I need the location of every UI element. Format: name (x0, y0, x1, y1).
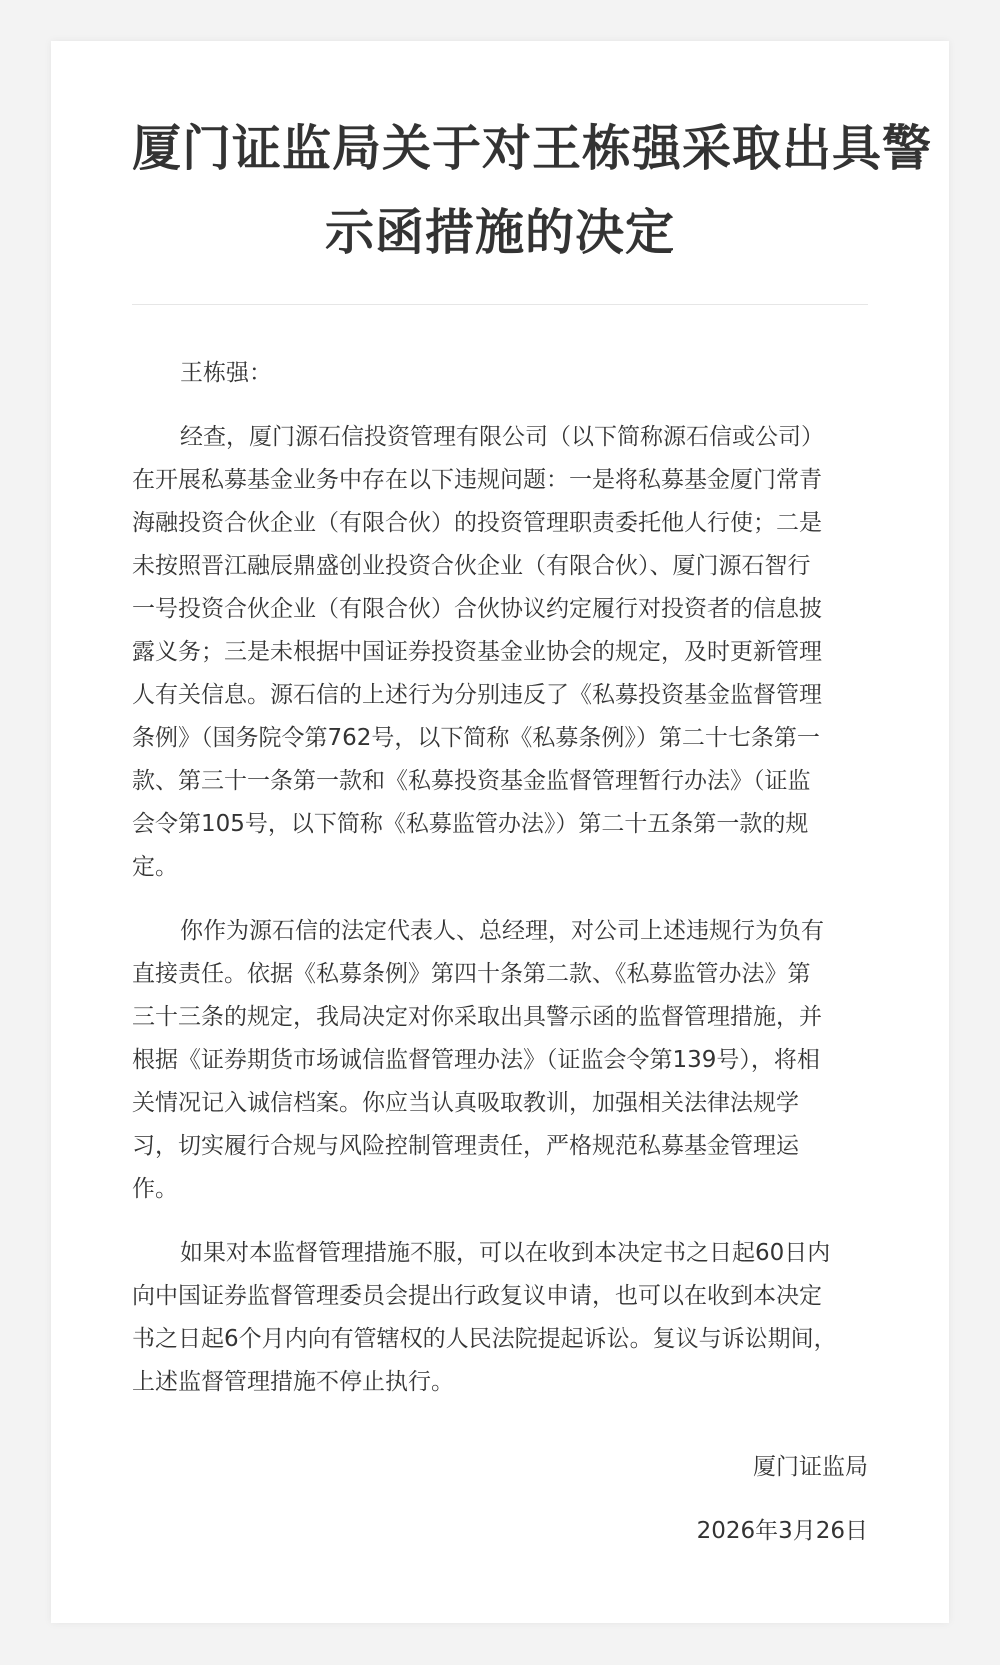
salutation-text: 王栋强： (180, 360, 272, 386)
paragraph-decision (132, 910, 868, 1211)
title-line: 示函措施的决定 (324, 204, 675, 261)
paragraph-line: 书之日起6个月内向有管辖权的人民法院提起诉讼。复议与诉讼期间， (132, 1326, 837, 1352)
paragraph-line: 作。 (132, 1176, 178, 1202)
paragraph-line: 款、第三十一条第一款和《私募投资基金监督管理暂行办法》（证监 (132, 768, 811, 794)
page-title (132, 107, 933, 275)
paragraph-line: 会令第105号，以下简称《私募监管办法》）第二十五条第一款的规 (132, 811, 809, 837)
paragraph-line: 习，切实履行合规与风险控制管理责任，严格规范私募基金管理运 (132, 1133, 799, 1159)
paragraph-line: 你作为源石信的法定代表人、总经理，对公司上述违规行为负有 (180, 918, 824, 944)
paragraph-line: 三十三条的规定，我局决定对你采取出具警示函的监督管理措施，并 (132, 1004, 822, 1030)
paragraph-line: 关情况记入诚信档案。你应当认真吸取教训，加强相关法律法规学 (132, 1090, 799, 1116)
paragraph-line: 海融投资合伙企业（有限合伙）的投资管理职责委托他人行使；二是 (132, 510, 822, 536)
paragraph-line: 在开展私募基金业务中存在以下违规问题：一是将私募基金厦门常青 (132, 467, 822, 493)
paragraph-line: 人有关信息。源石信的上述行为分别违反了《私募投资基金监督管理 (132, 682, 822, 708)
paragraph-line: 如果对本监督管理措施不服，可以在收到本决定书之日起60日内 (180, 1240, 831, 1266)
paragraph-line: 定。 (132, 854, 178, 880)
title-divider (132, 304, 868, 305)
paragraph-line: 上述监督管理措施不停止执行。 (132, 1369, 454, 1395)
document-body (132, 352, 868, 1553)
document-card (51, 41, 949, 1623)
paragraph-line: 未按照晋江融辰鼎盛创业投资合伙企业（有限合伙）、厦门源石智行 (132, 553, 811, 579)
salutation (132, 352, 868, 395)
paragraph-appeal (132, 1232, 868, 1404)
paragraph-line: 根据《证券期货市场诚信监督管理办法》（证监会令第139号），将相 (132, 1047, 820, 1073)
title-line: 厦门证监局关于对王栋强采取出具警 (132, 120, 933, 177)
issue-date: 2026年3月26日 (696, 1518, 868, 1544)
paragraph-line: 经查，厦门源石信投资管理有限公司（以下简称源石信或公司） (180, 424, 824, 450)
paragraph-line: 向中国证券监督管理委员会提出行政复议申请，也可以在收到本决定 (132, 1283, 822, 1309)
paragraph-line: 露义务；三是未根据中国证券投资基金业协会的规定，及时更新管理 (132, 639, 822, 665)
paragraph-findings (132, 416, 868, 889)
paragraph-line: 直接责任。依据《私募条例》第四十条第二款、《私募监管办法》第 (132, 961, 811, 987)
paragraph-line: 条例》（国务院令第762号，以下简称《私募条例》）第二十七条第一 (132, 725, 820, 751)
paragraph-line: 一号投资合伙企业（有限合伙）合伙协议约定履行对投资者的信息披 (132, 596, 822, 622)
issuer-signature: 厦门证监局 (753, 1454, 868, 1480)
